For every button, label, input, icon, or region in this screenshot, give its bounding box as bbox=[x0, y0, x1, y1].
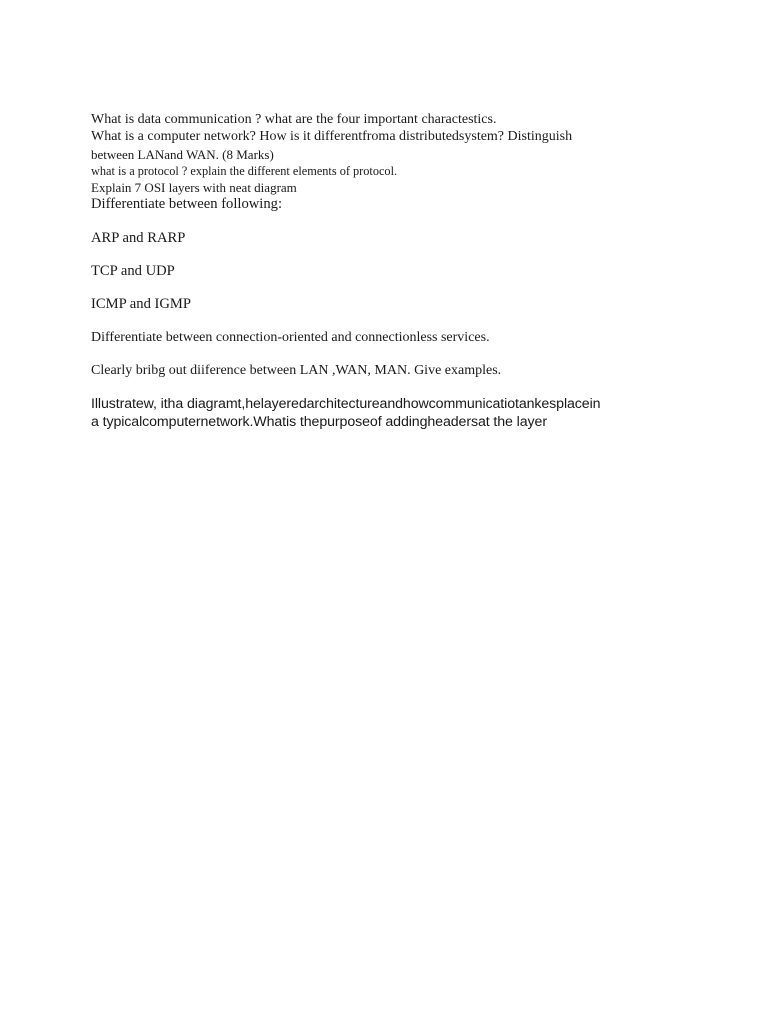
question-lan-wan-man: Clearly bribg out diiference between LAN ,WAN, MAN. Give examples. bbox=[91, 363, 502, 378]
item-icmp-igmp: ICMP and IGMP bbox=[91, 296, 192, 312]
item-tcp-udp: TCP and UDP bbox=[91, 263, 175, 279]
question-protocol: what is a protocol ? explain the different elements of protocol. bbox=[91, 164, 398, 178]
question-layered-architecture-line1: Illustratew, itha diagramt,helayeredarchitectureandhowcommunicatiotankesplacein bbox=[91, 396, 601, 412]
question-computer-network: What is a computer network? How is it differentfroma distributedsystem? Distinguish bbox=[91, 129, 573, 144]
heading-differentiate: Differentiate between following: bbox=[91, 196, 283, 212]
question-osi-layers: Explain 7 OSI layers with neat diagram bbox=[91, 180, 297, 195]
question-lan-wan-marks: between LANand WAN. (8 Marks) bbox=[91, 147, 274, 162]
item-arp-rarp: ARP and RARP bbox=[91, 230, 186, 246]
question-connection-services: Differentiate between connection-oriented and connectionless services. bbox=[91, 330, 490, 345]
question-data-communication: What is data communication ? what are the four important charactestics. bbox=[91, 112, 497, 127]
question-layered-architecture-line2: a typicalcomputernetwork.Whatis thepurposeof addingheadersat the layer bbox=[91, 414, 547, 430]
